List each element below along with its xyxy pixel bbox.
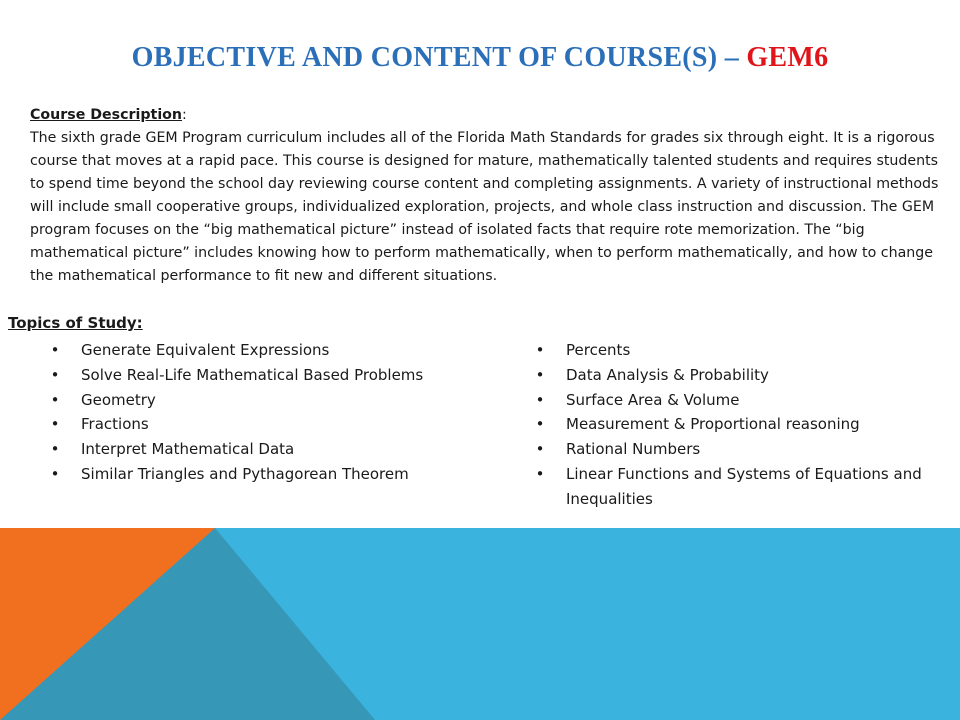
- topic-label: Surface Area & Volume: [566, 390, 740, 409]
- bullet-icon: •: [50, 415, 60, 434]
- slide-title: [0, 42, 960, 74]
- topic-item: [533, 388, 953, 413]
- bullet-icon: •: [535, 415, 545, 434]
- course-description-heading-colon: :: [182, 107, 187, 123]
- topic-label: Interpret Mathematical Data: [81, 440, 295, 459]
- bullet-icon: •: [50, 365, 60, 384]
- topic-item: [48, 363, 488, 388]
- course-description-heading: Course Description: [30, 107, 183, 123]
- topic-item: [48, 437, 488, 462]
- topic-label: Solve Real-Life Mathematical Based Problems: [81, 365, 424, 384]
- topic-item: [533, 462, 953, 512]
- topic-item: [533, 412, 953, 437]
- topic-label: Linear Functions and Systems of Equations and Inequalities: [566, 464, 922, 508]
- topic-label: Similar Triangles and Pythagorean Theorem: [81, 464, 409, 483]
- topic-label: Rational Numbers: [566, 440, 701, 459]
- topic-label: Geometry: [81, 390, 156, 409]
- topic-label: Generate Equivalent Expressions: [81, 341, 330, 359]
- topic-label: Fractions: [81, 415, 149, 434]
- topics-list-left: [48, 338, 488, 487]
- bullet-icon: •: [535, 390, 545, 409]
- decorative-band: [0, 528, 960, 720]
- topic-item: [48, 412, 488, 437]
- topic-item: [48, 338, 488, 363]
- topics-heading: Topics of Study:: [8, 314, 143, 332]
- topic-item: [48, 388, 488, 413]
- topic-item: [533, 338, 953, 363]
- topics-list-right: [533, 338, 953, 512]
- bullet-icon: •: [535, 341, 545, 359]
- course-description: [30, 104, 945, 288]
- bullet-icon: •: [535, 365, 545, 384]
- bullet-icon: •: [50, 341, 60, 359]
- bullet-icon: •: [535, 464, 545, 483]
- bullet-icon: •: [50, 440, 60, 459]
- topic-item: [533, 363, 953, 388]
- bullet-icon: •: [50, 464, 60, 483]
- topic-item: [533, 437, 953, 462]
- topic-label: Percents: [566, 341, 631, 359]
- slide-title-main: OBJECTIVE AND CONTENT OF COURSE(S) –: [131, 42, 747, 73]
- topic-label: Measurement & Proportional reasoning: [566, 415, 860, 434]
- bullet-icon: •: [50, 390, 60, 409]
- topic-label: Data Analysis & Probability: [566, 365, 769, 384]
- course-description-text: The sixth grade GEM Program curriculum includes all of the Florida Math Standards for grades six through eight. It is a rigorous course that moves at a rapid pace. This course is designed for mature, mathematically talented students and requires students to spend time beyond the school day reviewing course content and completing assignments. A variety of instructional methods will include small cooperative groups, individualized exploration, projects, and whole class instruction and discussion. The GEM program focuses on the “big mathematical picture” instead of isolated facts that require rote memorization. The “big mathematical picture” includes knowing how to perform mathematically, when to perform mathematically, and how to change the mathematical performance to fit new and different situations.: [30, 130, 939, 284]
- slide-title-accent: GEM6: [746, 42, 829, 73]
- topic-item: [48, 462, 488, 487]
- bullet-icon: •: [535, 440, 545, 459]
